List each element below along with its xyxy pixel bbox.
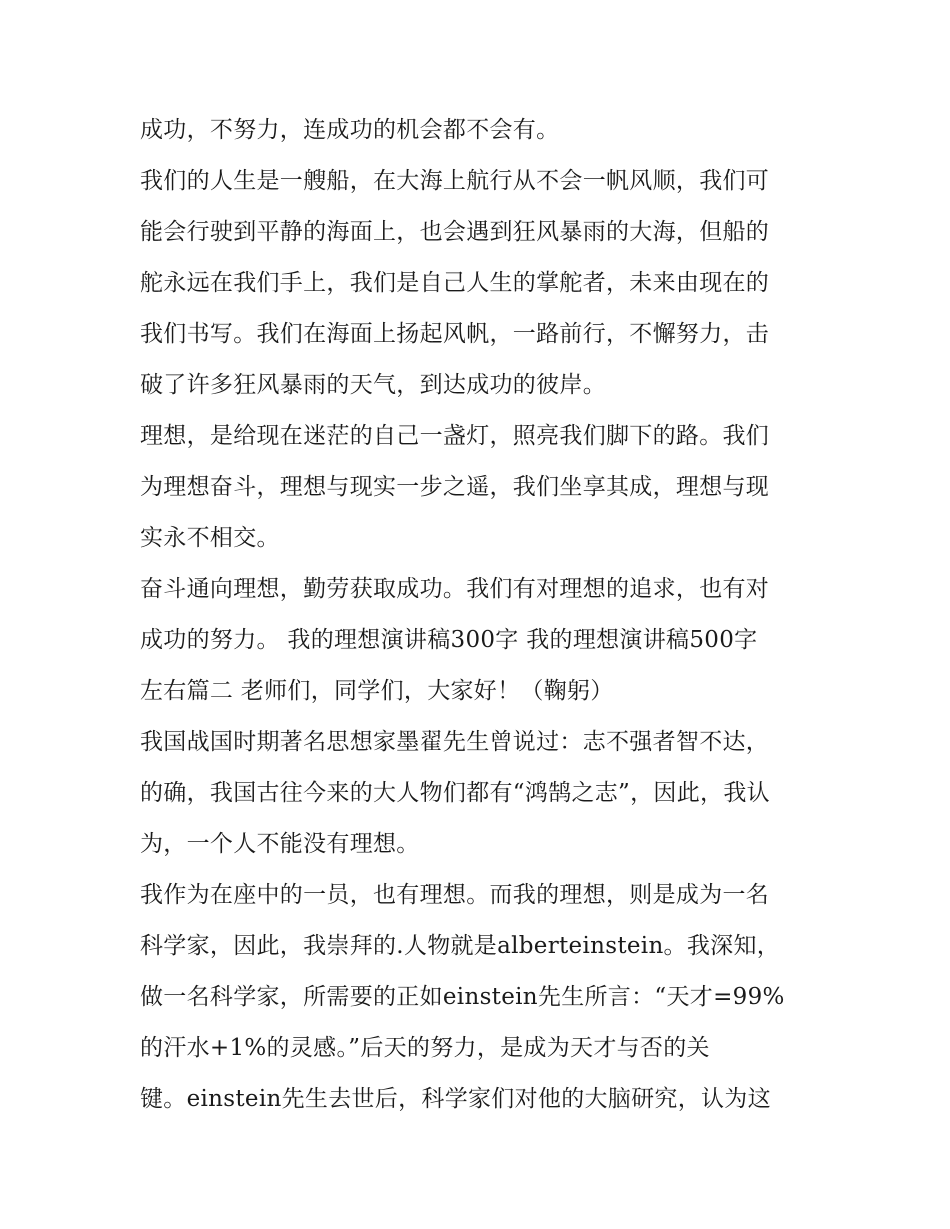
text-line: 的确，我国古往今来的大人物们都有“鸿鹄之志”，因此，我认 xyxy=(140,780,770,806)
text-line: 成功的努力。 我的理想演讲稿300字 我的理想演讲稿500字 xyxy=(140,627,758,653)
text-line: 破了许多狂风暴雨的天气，到达成功的彼岸。 xyxy=(140,372,606,398)
body-text xyxy=(140,105,820,1125)
text-line: 为理想奋斗，理想与现实一步之遥，我们坐享其成，理想与现 xyxy=(140,474,770,500)
text-line: 为，一个人不能没有理想。 xyxy=(140,831,420,857)
text-line: 奋斗通向理想，勤劳获取成功。我们有对理想的追求，也有对 xyxy=(140,576,770,602)
text-line: 键。einstein先生去世后，科学家们对他的大脑研究，认为这 xyxy=(140,1086,771,1112)
text-line: 我们的人生是一艘船，在大海上航行从不会一帆风顺，我们可 xyxy=(140,168,770,194)
text-line: 做一名科学家，所需要的正如einstein先生所言：“天才=99% xyxy=(140,984,785,1010)
text-line: 的汗水+1%的灵感。”后天的努力，是成为天才与否的关 xyxy=(140,1035,710,1061)
text-line: 我作为在座中的一员，也有理想。而我的理想，则是成为一名 xyxy=(140,882,770,908)
text-line: 左右篇二 老师们，同学们，大家好！（鞠躬） xyxy=(140,678,614,704)
text-line: 理想，是给现在迷茫的自己一盏灯，照亮我们脚下的路。我们 xyxy=(140,423,770,449)
text-line: 我们书写。我们在海面上扬起风帆，一路前行，不懈努力，击 xyxy=(140,321,770,347)
text-line: 科学家，因此，我崇拜的.人物就是alberteinstein。我深知， xyxy=(140,933,781,959)
text-line: 实永不相交。 xyxy=(140,525,280,551)
text-line: 舵永远在我们手上，我们是自己人生的掌舵者，未来由现在的 xyxy=(140,270,770,296)
text-line: 我国战国时期著名思想家墨翟先生曾说过：志不强者智不达， xyxy=(140,729,770,755)
text-line: 能会行驶到平静的海面上，也会遇到狂风暴雨的大海，但船的 xyxy=(140,219,770,245)
text-line: 成功，不努力，连成功的机会都不会有。 xyxy=(140,117,560,143)
